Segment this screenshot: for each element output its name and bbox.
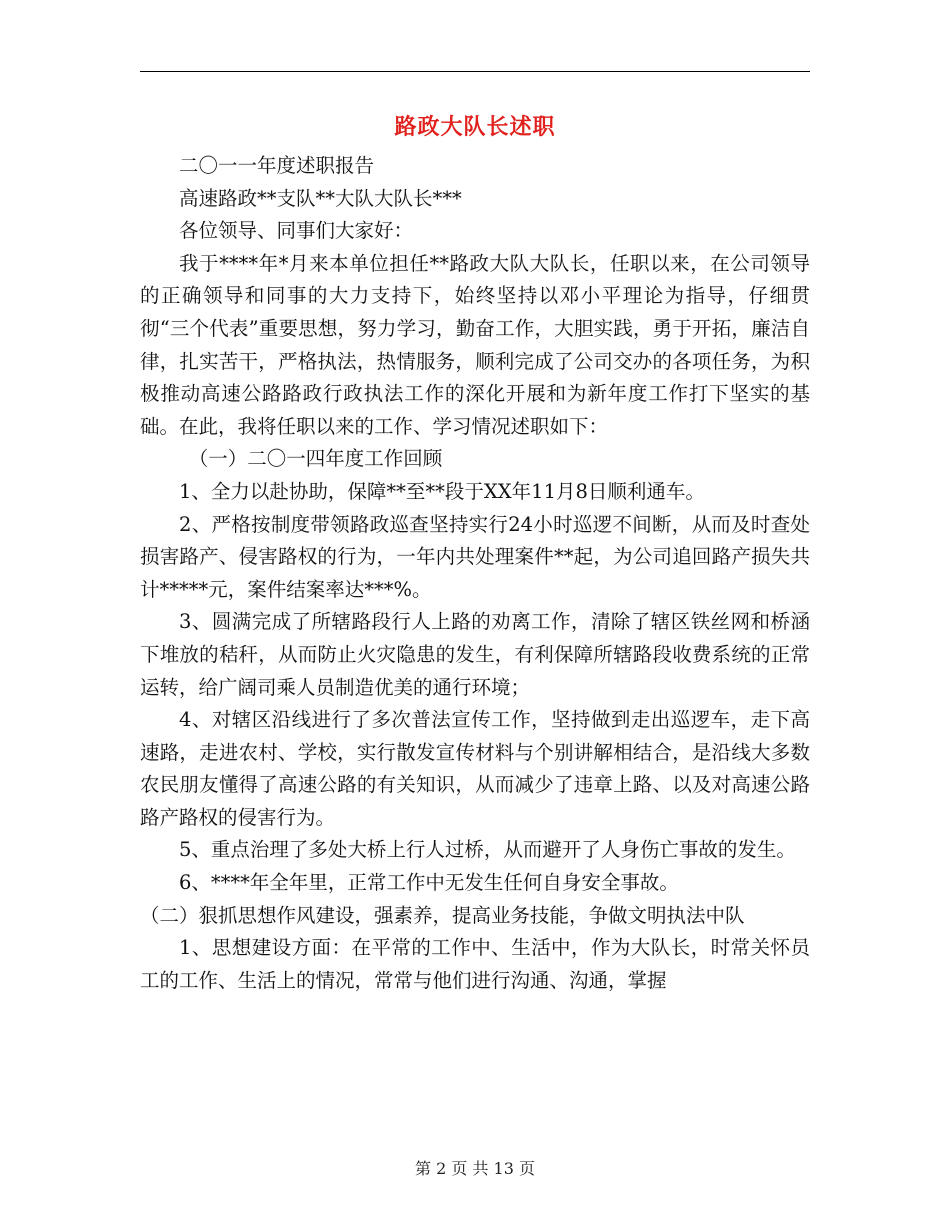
author-line: 高速路政**支队**大队大队长*** [179, 186, 462, 210]
document-body [140, 150, 810, 997]
page-number: 第 2 页 共 13 页 [415, 1159, 535, 1178]
document-title: 路政大队长述职 [394, 114, 556, 140]
item-5: 5、重点治理了多处大桥上行人过桥，从而避开了人身伤亡事故的发生。 [179, 838, 796, 862]
section-heading-1: （一）二〇一四年度工作回顾 [188, 447, 443, 471]
greeting: 各位领导、同事们大家好： [179, 219, 414, 243]
item-6: 6、****年全年里，正常工作中无发生任何自身安全事故。 [179, 871, 679, 895]
item-1: 1、全力以赴协助，保障**至**段于XX年11月8日顺利通车。 [179, 479, 705, 503]
item-4: 4、对辖区沿线进行了多次普法宣传工作，坚持做到走出巡逻车，走下高速路，走进农村、学校，实行散发宣传材料与个别讲解相结合，是沿线大多数农民朋友懂得了高速公路的有关知识，从而减少了违章上路、以及对高速公路路产路权的侵害行为。 [140, 708, 810, 829]
header-rule [140, 71, 810, 72]
item-3: 3、圆满完成了所辖路段行人上路的劝离工作，清除了辖区铁丝网和桥涵下堆放的秸秆，从而防止火灾隐患的发生，有利保障所辖路段收费系统的正常运转，给广阔司乘人员制造优美的通行环境； [140, 610, 810, 699]
section-heading-2: （二）狠抓思想作风建设，强素养，提高业务技能，争做文明执法中队 [140, 903, 745, 927]
intro-paragraph: 我于****年*月来本单位担任**路政大队大队长，任职以来，在公司领导的正确领导和同事的大力支持下，始终坚持以邓小平理论为指导，仔细贯彻“三个代表”重要思想，努力学习，勤奋工作，大胆实践，勇于开拓，廉洁自律，扎实苦干，严格执法，热情服务，顺利完成了公司交办的各项任务，为积极推动高速公路路政行政执法工作的深化开展和为新年度工作打下坚实的基础。在此，我将任职以来的工作、学习情况述职如下： [140, 251, 810, 438]
item-2: 2、严格按制度带领路政巡查坚持实行24小时巡逻不间断，从而及时查处损害路产、侵害路权的行为，一年内共处理案件**起，为公司追回路产损失共计*****元，案件结案率达***%。 [140, 512, 810, 601]
section-2-item-1: 1、思想建设方面：在平常的工作中、生活中，作为大队长，时常关怀员工的工作、生活上的情况，常常与他们进行沟通、沟通，掌握 [140, 936, 810, 992]
report-heading: 二〇一一年度述职报告 [179, 154, 375, 177]
